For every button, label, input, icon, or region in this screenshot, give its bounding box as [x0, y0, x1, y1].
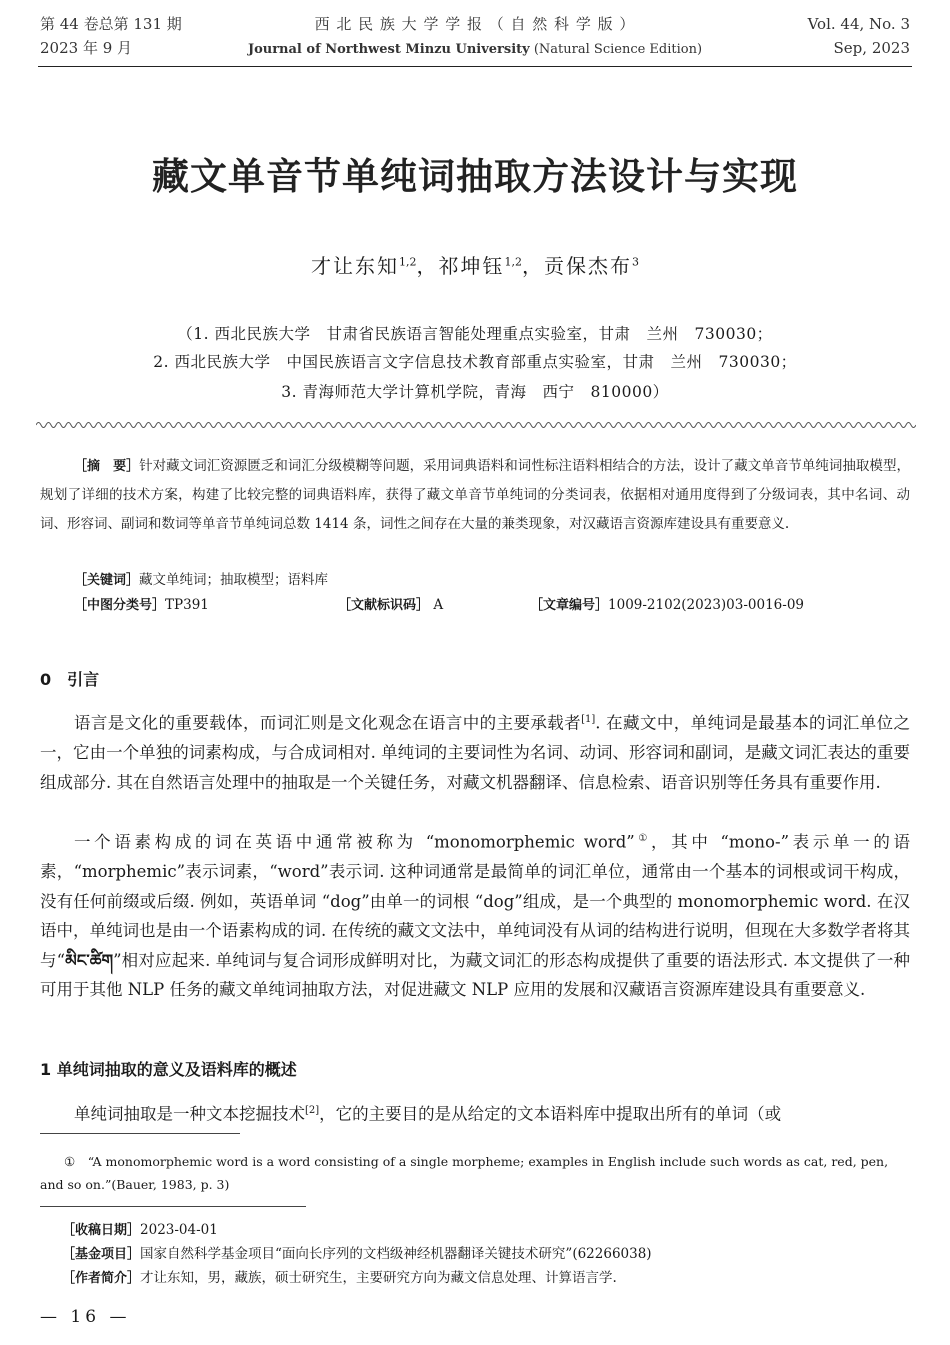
citation-2: [2]: [305, 1105, 320, 1116]
header-rule: [38, 66, 912, 67]
paper-title: 藏文单音节单纯词抽取方法设计与实现: [152, 155, 798, 198]
section1-paragraph-1: [40, 1096, 910, 1129]
author-list: [0, 250, 950, 279]
issue-date: 2023 年 9 月: [40, 39, 133, 57]
author-1-affil: 1,2: [399, 255, 417, 269]
para1-text-cont: . 在藏文中，单纯词是最基本的词汇单位之一，它由一个单独的词素构成，与合成词相对. 单纯词的主要词性为名词、动词、形容词和副词，是藏文词汇表达的重要组成部分. 其在自然语言处理中的抽取是一个关键任务，对藏文机器翻译、信息检索、语音识别等任务具有重要作用.: [40, 713, 911, 792]
para2-text: 一个语素构成的词在英语中通常被称为 “monomorphemic word”: [74, 832, 635, 852]
author-bio-label: ［作者简介］: [62, 1271, 141, 1286]
article-number-value: 1009-2102(2023)03-0016-09: [608, 597, 805, 613]
author-2-affil: 1,2: [504, 255, 522, 269]
author-3-affil: 3: [632, 255, 639, 269]
author-2: ，祁坤钰: [416, 254, 505, 278]
keywords: [74, 566, 874, 595]
affiliation-2: 2. 西北民族大学 中国民族语言文字信息技术教育部重点实验室，甘肃 兰州 730030；: [153, 353, 797, 371]
intro-paragraph-2: [40, 824, 910, 1005]
abstract-label: ［摘 要］: [74, 459, 140, 474]
document-code: [338, 594, 443, 613]
para3-text-cont: ，它的主要目的是从给定的文本语料库中提取出所有的单词（或: [319, 1104, 782, 1124]
received-value: 2023-04-01: [140, 1222, 218, 1238]
para2-text-end: ”相对应起来. 单纯词与复合词形成鲜明对比，为藏文词汇的形态构成提供了重要的语法形式. 本文提供了一种可用于其他 NLP 任务的藏文单纯词抽取方法，对促进藏文 NLP 应用的发展和汉藏语言资源库建设具有重要意义.: [40, 950, 911, 999]
abstract: [40, 452, 910, 539]
document-code-value: A: [433, 597, 444, 613]
page-number: — 16 —: [40, 1307, 131, 1327]
section-heading-intro: 0 引言: [40, 670, 100, 689]
intro-paragraph-1: [40, 705, 910, 797]
abstract-text: 针对藏文词汇资源匮乏和词汇分级模糊等问题，采用词典语料和词性标注语料相结合的方法，设计了藏文单音节单纯词抽取模型，规划了详细的技术方案，构建了比较完整的词典语料库，获得了藏文单音节单纯词的分类词表，依据相对通用度得到了分级词表，其中名词、动词、形容词、副词和数词等单音节单纯词总数 1414 条，词性之间存在大量的兼类现象，对汉藏语言资源库建设具有重要意义.: [40, 458, 910, 532]
journal-name-en-main: Journal of Northwest Minzu University: [247, 42, 530, 57]
author-1: 才让东知: [311, 254, 399, 278]
clc-number: [74, 594, 209, 613]
keywords-text: 藏文单纯词；抽取模型；语料库: [139, 572, 329, 588]
clc-value: TP391: [165, 597, 209, 613]
journal-name-cn: 西 北 民 族 大 学 学 报 （ 自 然 科 学 版 ）: [314, 15, 636, 33]
author-3: ，贡保杰布: [522, 254, 632, 278]
issue-date-en: Sep, 2023: [833, 39, 910, 57]
article-number: [530, 594, 804, 613]
affiliation-3: 3. 青海师范大学计算机学院，青海 西宁 810000）: [281, 383, 669, 401]
affiliation-1: （1. 西北民族大学 甘肃省民族语言智能处理重点实验室，甘肃 兰州 730030；: [177, 325, 773, 343]
citation-1: [1]: [581, 714, 596, 725]
keywords-label: ［关键词］: [74, 573, 140, 588]
journal-name-en-sub: (Natural Science Edition): [533, 42, 703, 57]
received-label: ［收稿日期］: [62, 1223, 141, 1238]
wavy-separator: [36, 418, 916, 432]
footnote-rule: [40, 1133, 240, 1134]
volume-number: Vol. 44, No. 3: [807, 15, 910, 33]
author-bio: [62, 1267, 617, 1290]
issue-number: 第 44 卷总第 131 期: [40, 15, 182, 33]
footnote-mark: ①: [64, 1154, 76, 1169]
para1-text: 语言是文化的重要载体，而词汇则是文化观念在语言中的主要承载者: [74, 713, 582, 733]
para2-text-cont: ，其中 “mono-”表示单一的语素，“morphemic”表示词素，“word”表示词. 这种词通常是最简单的词汇单位，通常由一个基本的词根或词干构成，没有任何前缀或后缀. 例如，英语单词 “dog”由单一的词根 “dog”组成，是一个典型的 monomorphemic word. 在汉语中，单纯词也是由一个语素构成的词. 在传统的藏文文法中，单纯词没有从词的结构进行说明，但现在大多数学者将其与“: [40, 832, 910, 970]
article-number-label: ［文章编号］: [530, 598, 609, 613]
footnote: [40, 1150, 910, 1196]
author-bio-value: 才让东知，男，藏族，硕士研究生，主要研究方向为藏文信息处理、计算语言学.: [140, 1270, 617, 1286]
footnote-text: “A monomorphemic word is a word consisting of a single morpheme; examples in English include such words as cat, red, pen, and so on.”(Bauer, 1983, p. 3): [40, 1154, 889, 1192]
tibetan-term: མིང་ཚིག: [65, 950, 114, 970]
section-heading-1: 1 单纯词抽取的意义及语料库的概述: [40, 1060, 297, 1079]
footnote-marker: ①: [634, 833, 652, 844]
received-date: [62, 1219, 218, 1242]
fund-value: 国家自然科学基金项目“面向长序列的文档级神经机器翻译关键技术研究”(62266038): [140, 1246, 652, 1262]
clc-label: ［中图分类号］: [74, 598, 166, 613]
info-rule: [40, 1206, 306, 1207]
fund-label: ［基金项目］: [62, 1247, 141, 1262]
document-code-label: ［文献标识码］: [338, 598, 430, 613]
journal-name-en: [200, 40, 750, 60]
fund-project: [62, 1243, 652, 1266]
para3-text: 单纯词抽取是一种文本挖掘技术: [74, 1104, 305, 1124]
